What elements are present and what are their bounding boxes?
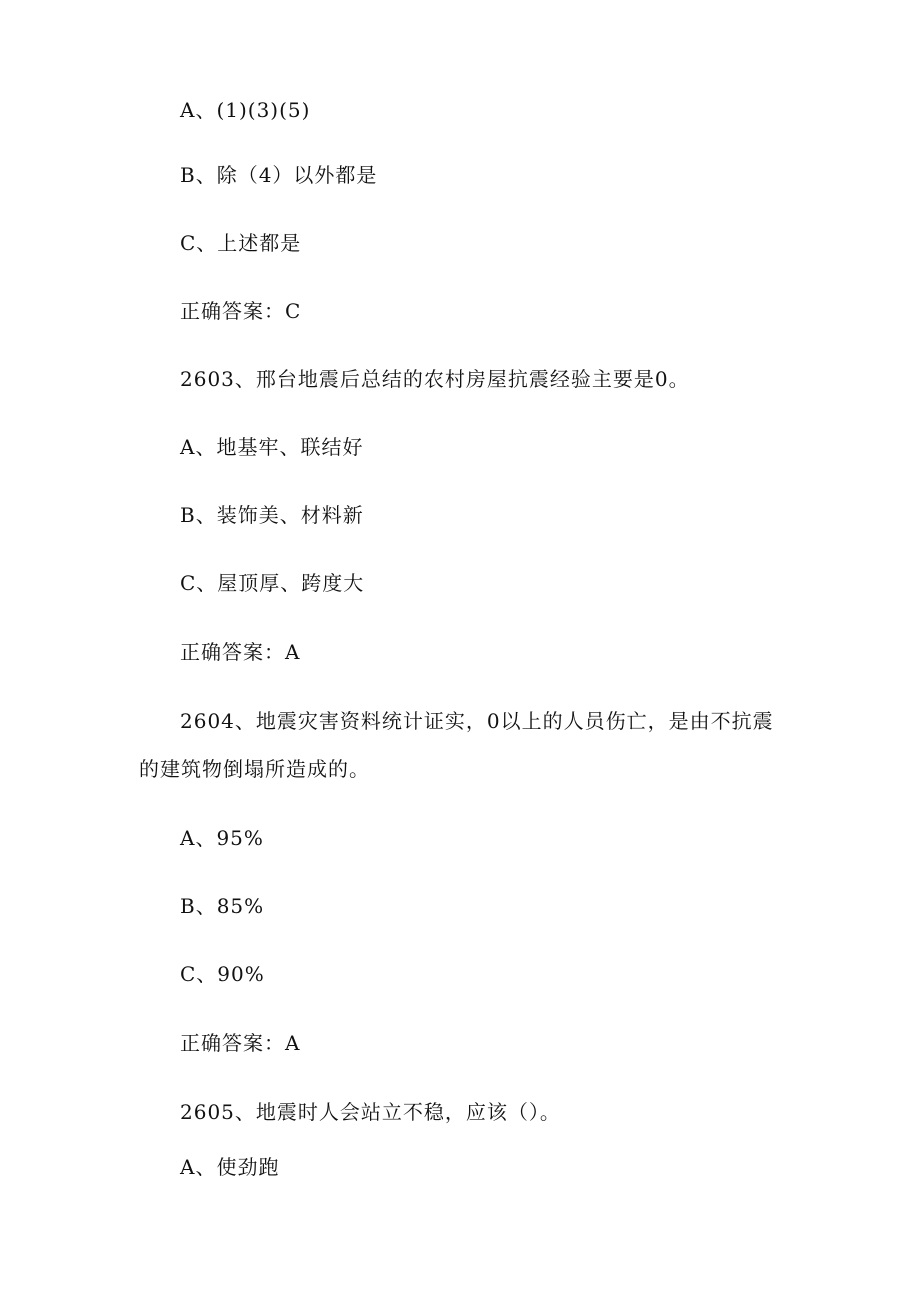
option-b: B、85% [180, 894, 265, 918]
question-2604-continued: 的建筑物倒塌所造成的。 [139, 757, 370, 781]
correct-answer: 正确答案：A [180, 1031, 301, 1055]
option-a: A、地基牢、联结好 [180, 435, 364, 459]
option-a: A、(1)(3)(5) [180, 98, 311, 122]
question-2604: 2604、地震灾害资料统计证实，0以上的人员伤亡，是由不抗震 [180, 709, 774, 733]
option-c: C、屋顶厚、跨度大 [180, 571, 365, 595]
question-2605: 2605、地震时人会站立不稳，应该（）。 [180, 1100, 561, 1124]
option-a: A、使劲跑 [180, 1155, 280, 1179]
option-a: A、95% [180, 826, 264, 850]
correct-answer: 正确答案：C [180, 299, 302, 323]
option-b: B、装饰美、材料新 [180, 503, 364, 527]
option-c: C、上述都是 [180, 231, 302, 255]
option-b: B、除（4）以外都是 [180, 163, 378, 187]
correct-answer: 正确答案：A [180, 640, 301, 664]
question-2603: 2603、邢台地震后总结的农村房屋抗震经验主要是0。 [180, 367, 690, 391]
option-c: C、90% [180, 962, 265, 986]
